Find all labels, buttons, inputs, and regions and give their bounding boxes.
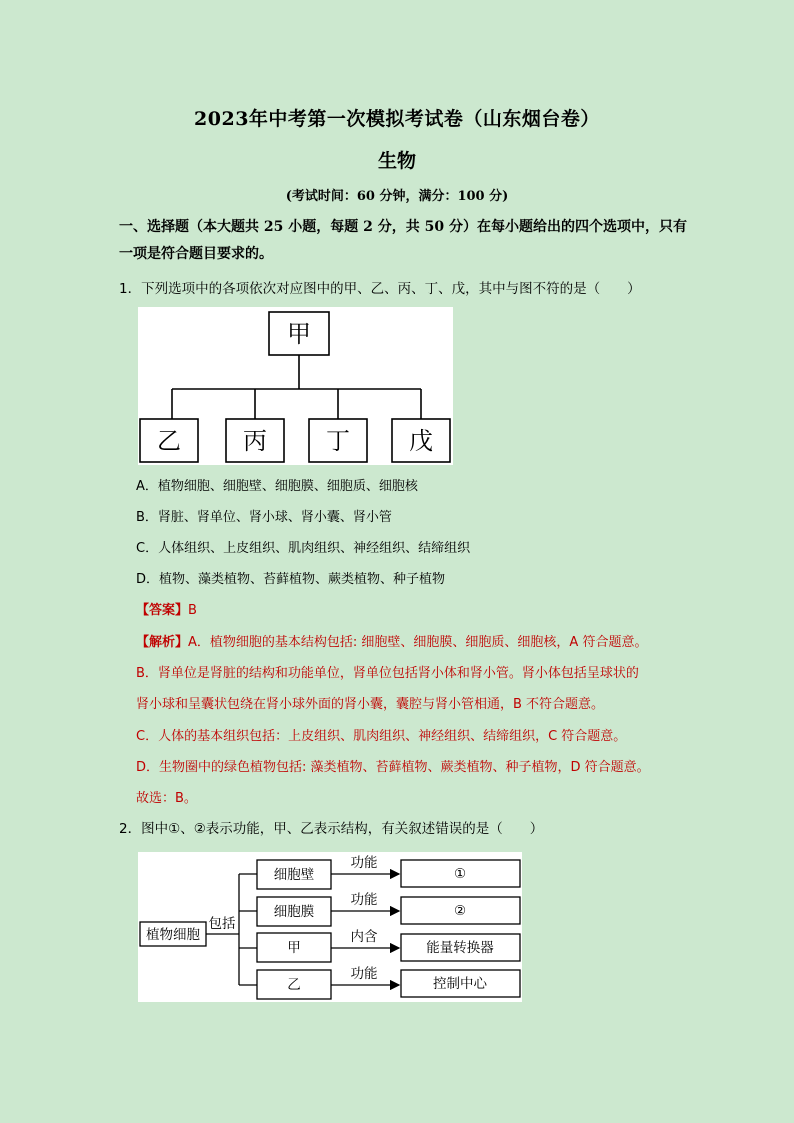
question1-option-c: C．人体组织、上皮组织、肌肉组织、神经组织、结缔组织 (136, 541, 471, 556)
question2-stem: 2．图中①、②表示功能，甲、乙表示结构，有关叙述错误的是（ ） (119, 821, 544, 837)
section-heading-line2: 一项是符合题目要求的。 (119, 246, 273, 262)
question1-analysis-line3: 肾小球和呈囊状包绕在肾小球外面的肾小囊，囊腔与肾小管相通，B 不符合题意。 (136, 697, 605, 712)
result-label-1: ① (453, 866, 467, 882)
exam-title: 2023年中考第一次模拟考试卷（山东烟台卷） (194, 108, 600, 130)
result-label-3: 能量转换器 (426, 940, 494, 956)
question1-stem: 1．下列选项中的各项依次对应图中的甲、乙、丙、丁、戊，其中与图不符的是（ ） (119, 281, 641, 297)
question1-analysis-line5: D．生物圈中的绿色植物包括: 藻类植物、苔藓植物、蕨类植物、种子植物，D 符合题意。 (136, 760, 650, 775)
result-label-4: 控制中心 (433, 976, 487, 992)
question1-analysis-line1 (136, 633, 647, 653)
section-heading (119, 214, 689, 268)
answer-value: B (188, 603, 197, 618)
structure-label-4: 乙 (287, 977, 301, 993)
answer-tag: 【答案】 (136, 603, 189, 618)
diagram-label-1: 乙 (157, 427, 181, 455)
question1-option-a: A．植物细胞、细胞壁、细胞膜、细胞质、细胞核 (136, 479, 418, 494)
question2-diagram (138, 852, 522, 1002)
analysis-text-1: A．植物细胞的基本结构包括: 细胞壁、细胞膜、细胞质、细胞核，A 符合题意。 (188, 635, 648, 650)
diagram-label-4: 戊 (409, 427, 433, 455)
question1-option-d: D．植物、藻类植物、苔藓植物、蕨类植物、种子植物 (136, 572, 446, 587)
question1-diagram (138, 307, 453, 465)
subject-title: 生物 (377, 150, 416, 172)
structure-label-1: 细胞壁 (273, 867, 315, 883)
question1-option-b: B．肾脏、肾单位、肾小球、肾小囊、肾小管 (136, 510, 392, 525)
analysis-tag: 【解析】 (136, 635, 189, 650)
includes-label: 包括 (208, 916, 236, 932)
relation-label-3: 内含 (350, 929, 378, 945)
diagram-label-3: 丁 (326, 427, 350, 455)
root-label: 植物细胞 (146, 927, 200, 943)
question1-answer (136, 601, 197, 621)
relation-label-1: 功能 (350, 855, 378, 871)
exam-time-info: (考试时间：60 分钟，满分：100 分) (285, 189, 509, 204)
relation-label-2: 功能 (350, 892, 378, 908)
question1-analysis-line4: C．人体的基本组织包括：上皮组织、肌肉组织、神经组织、结缔组织，C 符合题意。 (136, 729, 627, 744)
structure-label-3: 甲 (287, 940, 301, 956)
section-heading-line1: 一、选择题（本大题共 25 小题，每题 2 分，共 50 分）在每小题给出的四个选项中，只有 (119, 219, 687, 235)
diagram-label-top: 甲 (287, 320, 311, 348)
structure-label-2: 细胞膜 (273, 904, 315, 920)
relation-label-4: 功能 (350, 966, 378, 982)
result-label-2: ② (453, 903, 467, 919)
question1-analysis-line6: 故选：B。 (136, 791, 197, 806)
question1-analysis-line2: B．肾单位是肾脏的结构和功能单位，肾单位包括肾小体和肾小管。肾小体包括呈球状的 (136, 666, 639, 681)
diagram-label-2: 丙 (243, 427, 267, 455)
